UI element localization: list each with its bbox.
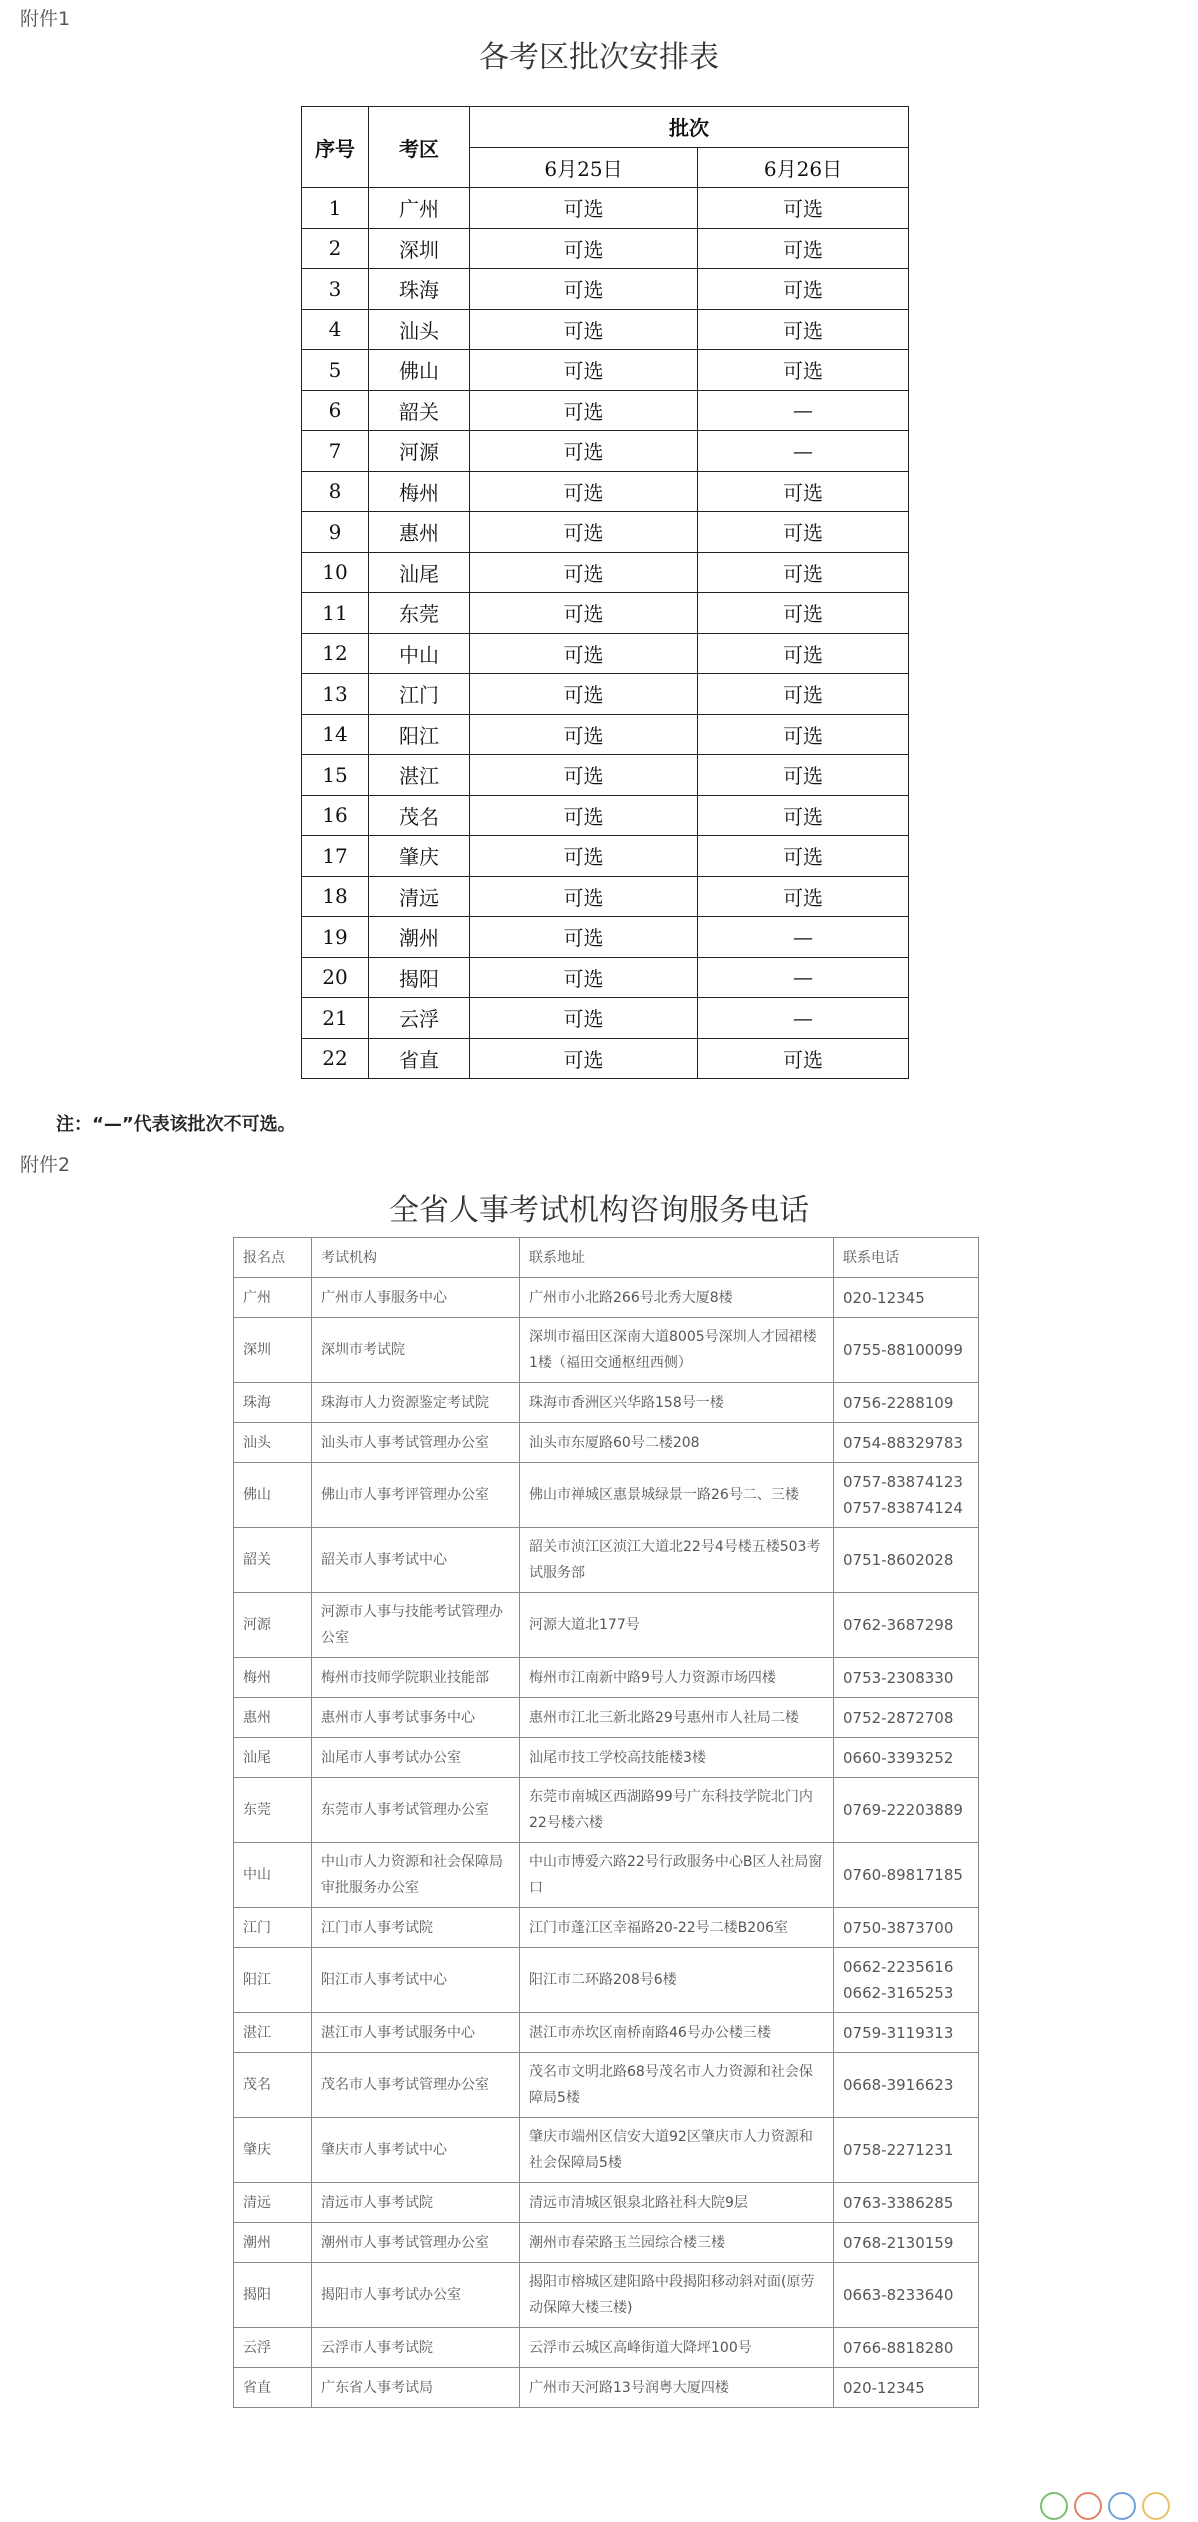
cell-site: 梅州 xyxy=(234,1658,312,1698)
cell-area: 揭阳 xyxy=(369,957,470,998)
cell-area: 东莞 xyxy=(369,593,470,634)
cell-addr: 中山市博爱六路22号行政服务中心B区人社局窗口 xyxy=(520,1843,834,1908)
cell-d1: 可选 xyxy=(470,795,698,836)
cell-d2: 可选 xyxy=(698,714,909,755)
table-header-row xyxy=(302,107,909,148)
table-row xyxy=(302,552,909,593)
table-row xyxy=(302,512,909,553)
cell-site: 茂名 xyxy=(234,2053,312,2118)
cell-no: 1 xyxy=(302,188,369,229)
cell-d1: 可选 xyxy=(470,512,698,553)
cell-phone: 0662-2235616 0662-3165253 xyxy=(834,1948,979,2013)
table-row xyxy=(302,633,909,674)
cell-addr: 广州市天河路13号润粤大厦四楼 xyxy=(520,2368,834,2408)
cell-site: 潮州 xyxy=(234,2223,312,2263)
cell-d1: 可选 xyxy=(470,674,698,715)
cell-addr: 阳江市二环路208号6楼 xyxy=(520,1948,834,2013)
cell-phone: 0760-89817185 xyxy=(834,1843,979,1908)
table-row xyxy=(302,1038,909,1079)
table-row xyxy=(234,1843,979,1908)
header-date-1: 6月25日 xyxy=(470,147,698,188)
cell-d2: 可选 xyxy=(698,633,909,674)
cell-site: 揭阳 xyxy=(234,2263,312,2328)
cell-site: 清远 xyxy=(234,2183,312,2223)
cell-org: 东莞市人事考试管理办公室 xyxy=(312,1778,520,1843)
cell-org: 汕尾市人事考试办公室 xyxy=(312,1738,520,1778)
cell-addr: 揭阳市榕城区建阳路中段揭阳移动斜对面(原劳动保障大楼三楼) xyxy=(520,2263,834,2328)
table-row xyxy=(234,1778,979,1843)
cell-no: 20 xyxy=(302,957,369,998)
cell-phone: 0758-2271231 xyxy=(834,2118,979,2183)
table-row xyxy=(234,1278,979,1318)
cell-d2: 可选 xyxy=(698,836,909,877)
cell-no: 16 xyxy=(302,795,369,836)
cell-addr: 惠州市江北三新北路29号惠州市人社局二楼 xyxy=(520,1698,834,1738)
cell-d2: — xyxy=(698,998,909,1039)
table-header-row xyxy=(234,1238,979,1278)
cell-org: 深圳市考试院 xyxy=(312,1318,520,1383)
table-row xyxy=(302,795,909,836)
header-date-2: 6月26日 xyxy=(698,147,909,188)
cell-area: 汕尾 xyxy=(369,552,470,593)
cell-phone: 0769-22203889 xyxy=(834,1778,979,1843)
cell-d1: 可选 xyxy=(470,309,698,350)
cell-phone: 020-12345 xyxy=(834,2368,979,2408)
cell-area: 河源 xyxy=(369,431,470,472)
table-row xyxy=(302,431,909,472)
cell-site: 惠州 xyxy=(234,1698,312,1738)
cell-addr: 广州市小北路266号北秀大厦8楼 xyxy=(520,1278,834,1318)
attachment2-title: 全省人事考试机构咨询服务电话 xyxy=(389,1193,809,1228)
cell-d1: 可选 xyxy=(470,350,698,391)
table-row xyxy=(234,2223,979,2263)
more-share-icon[interactable] xyxy=(1142,2492,1170,2520)
table-row xyxy=(234,2263,979,2328)
cell-d2: 可选 xyxy=(698,269,909,310)
cell-phone: 020-12345 xyxy=(834,1278,979,1318)
attachment1-label: 附件1 xyxy=(20,8,71,30)
cell-addr: 清远市清城区银泉北路社科大院9层 xyxy=(520,2183,834,2223)
cell-d2: 可选 xyxy=(698,471,909,512)
cell-d2: 可选 xyxy=(698,1038,909,1079)
cell-org: 揭阳市人事考试办公室 xyxy=(312,2263,520,2328)
cell-area: 梅州 xyxy=(369,471,470,512)
cell-no: 19 xyxy=(302,917,369,958)
cell-site: 阳江 xyxy=(234,1948,312,2013)
cell-area: 中山 xyxy=(369,633,470,674)
table-row xyxy=(234,1318,979,1383)
cell-org: 广州市人事服务中心 xyxy=(312,1278,520,1318)
cell-addr: 云浮市云城区高峰街道大降坪100号 xyxy=(520,2328,834,2368)
cell-area: 省直 xyxy=(369,1038,470,1079)
cell-phone: 0766-8818280 xyxy=(834,2328,979,2368)
cell-site: 江门 xyxy=(234,1908,312,1948)
cell-org: 清远市人事考试院 xyxy=(312,2183,520,2223)
cell-site: 云浮 xyxy=(234,2328,312,2368)
cell-addr: 肇庆市端州区信安大道92区肇庆市人力资源和社会保障局5楼 xyxy=(520,2118,834,2183)
cell-d1: 可选 xyxy=(470,431,698,472)
cell-d2: 可选 xyxy=(698,876,909,917)
cell-addr: 河源大道北177号 xyxy=(520,1593,834,1658)
cell-d1: 可选 xyxy=(470,998,698,1039)
cell-site: 深圳 xyxy=(234,1318,312,1383)
cell-no: 9 xyxy=(302,512,369,553)
cell-area: 广州 xyxy=(369,188,470,229)
cell-org: 韶关市人事考试中心 xyxy=(312,1528,520,1593)
cell-area: 阳江 xyxy=(369,714,470,755)
table-row xyxy=(302,836,909,877)
cell-org: 惠州市人事考试事务中心 xyxy=(312,1698,520,1738)
cell-area: 茂名 xyxy=(369,795,470,836)
cell-addr: 汕头市东厦路60号二楼208 xyxy=(520,1423,834,1463)
cell-d2: 可选 xyxy=(698,552,909,593)
cell-area: 清远 xyxy=(369,876,470,917)
cell-org: 阳江市人事考试中心 xyxy=(312,1948,520,2013)
cell-phone: 0668-3916623 xyxy=(834,2053,979,2118)
cell-d1: 可选 xyxy=(470,1038,698,1079)
cell-d1: 可选 xyxy=(470,755,698,796)
cell-org: 云浮市人事考试院 xyxy=(312,2328,520,2368)
cell-d2: 可选 xyxy=(698,309,909,350)
cell-no: 11 xyxy=(302,593,369,634)
table-row xyxy=(302,188,909,229)
table-row xyxy=(234,2118,979,2183)
cell-no: 2 xyxy=(302,228,369,269)
cell-phone: 0660-3393252 xyxy=(834,1738,979,1778)
cell-d2: 可选 xyxy=(698,512,909,553)
cell-d2: — xyxy=(698,917,909,958)
cell-phone: 0755-88100099 xyxy=(834,1318,979,1383)
attachment2-label: 附件2 xyxy=(20,1154,71,1176)
cell-phone: 0768-2130159 xyxy=(834,2223,979,2263)
cell-d1: 可选 xyxy=(470,228,698,269)
wechat-share-icon[interactable] xyxy=(1040,2492,1068,2520)
table-row xyxy=(302,390,909,431)
cell-addr: 湛江市赤坎区南桥南路46号办公楼三楼 xyxy=(520,2013,834,2053)
cell-no: 14 xyxy=(302,714,369,755)
table-row xyxy=(302,876,909,917)
cell-phone: 0756-2288109 xyxy=(834,1383,979,1423)
cell-d1: 可选 xyxy=(470,633,698,674)
cell-d2: 可选 xyxy=(698,755,909,796)
cell-org: 汕头市人事考试管理办公室 xyxy=(312,1423,520,1463)
cell-site: 湛江 xyxy=(234,2013,312,2053)
cell-org: 湛江市人事考试服务中心 xyxy=(312,2013,520,2053)
table-row xyxy=(302,998,909,1039)
cell-d2: — xyxy=(698,431,909,472)
table-row xyxy=(302,309,909,350)
table-row xyxy=(302,917,909,958)
table-row xyxy=(234,2328,979,2368)
header-area: 考区 xyxy=(369,107,470,188)
cell-no: 12 xyxy=(302,633,369,674)
table-row xyxy=(302,350,909,391)
cell-addr: 深圳市福田区深南大道8005号深圳人才园裙楼1楼（福田交通枢纽西侧） xyxy=(520,1318,834,1383)
weibo-share-icon[interactable] xyxy=(1074,2492,1102,2520)
cell-d1: 可选 xyxy=(470,390,698,431)
table-row xyxy=(302,755,909,796)
cell-org: 中山市人力资源和社会保障局审批服务办公室 xyxy=(312,1843,520,1908)
cell-no: 8 xyxy=(302,471,369,512)
table-row xyxy=(302,228,909,269)
cell-phone: 0763-3386285 xyxy=(834,2183,979,2223)
cell-org: 河源市人事与技能考试管理办公室 xyxy=(312,1593,520,1658)
cell-site: 佛山 xyxy=(234,1463,312,1528)
cell-site: 珠海 xyxy=(234,1383,312,1423)
cell-no: 7 xyxy=(302,431,369,472)
cell-no: 4 xyxy=(302,309,369,350)
cell-no: 3 xyxy=(302,269,369,310)
cell-d1: 可选 xyxy=(470,876,698,917)
table-row xyxy=(234,1593,979,1658)
cell-org: 广东省人事考试局 xyxy=(312,2368,520,2408)
cell-site: 韶关 xyxy=(234,1528,312,1593)
cell-phone: 0754-88329783 xyxy=(834,1423,979,1463)
cell-phone: 0759-3119313 xyxy=(834,2013,979,2053)
cell-no: 21 xyxy=(302,998,369,1039)
cell-d1: 可选 xyxy=(470,957,698,998)
cell-phone: 0762-3687298 xyxy=(834,1593,979,1658)
cell-d2: 可选 xyxy=(698,228,909,269)
cell-no: 6 xyxy=(302,390,369,431)
cell-no: 17 xyxy=(302,836,369,877)
cell-d2: 可选 xyxy=(698,188,909,229)
attachment1-title: 各考区批次安排表 xyxy=(479,40,719,75)
table-note: 注：“—”代表该批次不可选。 xyxy=(56,1114,296,1135)
cell-area: 湛江 xyxy=(369,755,470,796)
cell-d2: — xyxy=(698,390,909,431)
cell-area: 汕头 xyxy=(369,309,470,350)
table-row xyxy=(302,269,909,310)
cell-addr: 韶关市浈江区浈江大道北22号4号楼五楼503考试服务部 xyxy=(520,1528,834,1593)
cell-d2: — xyxy=(698,957,909,998)
cell-no: 22 xyxy=(302,1038,369,1079)
cell-phone: 0663-8233640 xyxy=(834,2263,979,2328)
cell-d2: 可选 xyxy=(698,593,909,634)
cell-no: 13 xyxy=(302,674,369,715)
cell-no: 18 xyxy=(302,876,369,917)
cell-site: 汕头 xyxy=(234,1423,312,1463)
cell-d1: 可选 xyxy=(470,269,698,310)
cell-org: 茂名市人事考试管理办公室 xyxy=(312,2053,520,2118)
cell-addr: 东莞市南城区西湖路99号广东科技学院北门内22号楼六楼 xyxy=(520,1778,834,1843)
cell-addr: 汕尾市技工学校高技能楼3楼 xyxy=(520,1738,834,1778)
table-row xyxy=(234,1698,979,1738)
table-row xyxy=(234,1528,979,1593)
table-row xyxy=(234,1948,979,2013)
cell-org: 潮州市人事考试管理办公室 xyxy=(312,2223,520,2263)
cell-d1: 可选 xyxy=(470,917,698,958)
cell-addr: 佛山市禅城区惠景城绿景一路26号二、三楼 xyxy=(520,1463,834,1528)
contact-table xyxy=(233,1237,979,2408)
cell-area: 江门 xyxy=(369,674,470,715)
cell-site: 东莞 xyxy=(234,1778,312,1843)
cell-org: 佛山市人事考评管理办公室 xyxy=(312,1463,520,1528)
cell-org: 江门市人事考试院 xyxy=(312,1908,520,1948)
table-row xyxy=(234,1658,979,1698)
cell-phone: 0751-8602028 xyxy=(834,1528,979,1593)
table-row xyxy=(234,1423,979,1463)
header-org: 考试机构 xyxy=(312,1238,520,1278)
table-row xyxy=(234,1383,979,1423)
share-bar xyxy=(1040,2492,1170,2520)
cell-phone: 0757-83874123 0757-83874124 xyxy=(834,1463,979,1528)
cell-org: 肇庆市人事考试中心 xyxy=(312,2118,520,2183)
header-phone: 联系电话 xyxy=(834,1238,979,1278)
header-batch: 批次 xyxy=(470,107,909,148)
cell-site: 汕尾 xyxy=(234,1738,312,1778)
cell-site: 省直 xyxy=(234,2368,312,2408)
cell-addr: 茂名市文明北路68号茂名市人力资源和社会保障局5楼 xyxy=(520,2053,834,2118)
cell-area: 佛山 xyxy=(369,350,470,391)
cell-addr: 潮州市春荣路玉兰园综合楼三楼 xyxy=(520,2223,834,2263)
header-addr: 联系地址 xyxy=(520,1238,834,1278)
cell-area: 韶关 xyxy=(369,390,470,431)
table-row xyxy=(302,714,909,755)
cell-addr: 珠海市香洲区兴华路158号一楼 xyxy=(520,1383,834,1423)
cell-area: 深圳 xyxy=(369,228,470,269)
header-site: 报名点 xyxy=(234,1238,312,1278)
cell-area: 云浮 xyxy=(369,998,470,1039)
cell-area: 惠州 xyxy=(369,512,470,553)
cell-addr: 梅州市江南新中路9号人力资源市场四楼 xyxy=(520,1658,834,1698)
cell-d1: 可选 xyxy=(470,552,698,593)
cell-d1: 可选 xyxy=(470,714,698,755)
cell-org: 梅州市技师学院职业技能部 xyxy=(312,1658,520,1698)
table-row xyxy=(302,957,909,998)
table-row xyxy=(302,471,909,512)
table-row xyxy=(234,1908,979,1948)
cell-no: 5 xyxy=(302,350,369,391)
cell-area: 肇庆 xyxy=(369,836,470,877)
cell-site: 中山 xyxy=(234,1843,312,1908)
cell-org: 珠海市人力资源鉴定考试院 xyxy=(312,1383,520,1423)
cell-d1: 可选 xyxy=(470,188,698,229)
cell-site: 河源 xyxy=(234,1593,312,1658)
cell-phone: 0753-2308330 xyxy=(834,1658,979,1698)
cell-addr: 江门市蓬江区幸福路20-22号二楼B206室 xyxy=(520,1908,834,1948)
table-row xyxy=(302,674,909,715)
cell-phone: 0752-2872708 xyxy=(834,1698,979,1738)
header-no: 序号 xyxy=(302,107,369,188)
cell-phone: 0750-3873700 xyxy=(834,1908,979,1948)
batch-schedule-table xyxy=(301,106,909,1079)
table-row xyxy=(234,2368,979,2408)
cell-no: 10 xyxy=(302,552,369,593)
cell-d2: 可选 xyxy=(698,795,909,836)
cell-area: 潮州 xyxy=(369,917,470,958)
table-row xyxy=(234,2183,979,2223)
cell-d1: 可选 xyxy=(470,593,698,634)
cell-d1: 可选 xyxy=(470,836,698,877)
table-row xyxy=(302,593,909,634)
table-row xyxy=(234,2053,979,2118)
cell-no: 15 xyxy=(302,755,369,796)
cell-area: 珠海 xyxy=(369,269,470,310)
cell-d2: 可选 xyxy=(698,350,909,391)
cell-site: 广州 xyxy=(234,1278,312,1318)
cell-d2: 可选 xyxy=(698,674,909,715)
table-row xyxy=(234,1463,979,1528)
cell-d1: 可选 xyxy=(470,471,698,512)
cell-site: 肇庆 xyxy=(234,2118,312,2183)
qzone-share-icon[interactable] xyxy=(1108,2492,1136,2520)
table-row xyxy=(234,2013,979,2053)
table-row xyxy=(234,1738,979,1778)
